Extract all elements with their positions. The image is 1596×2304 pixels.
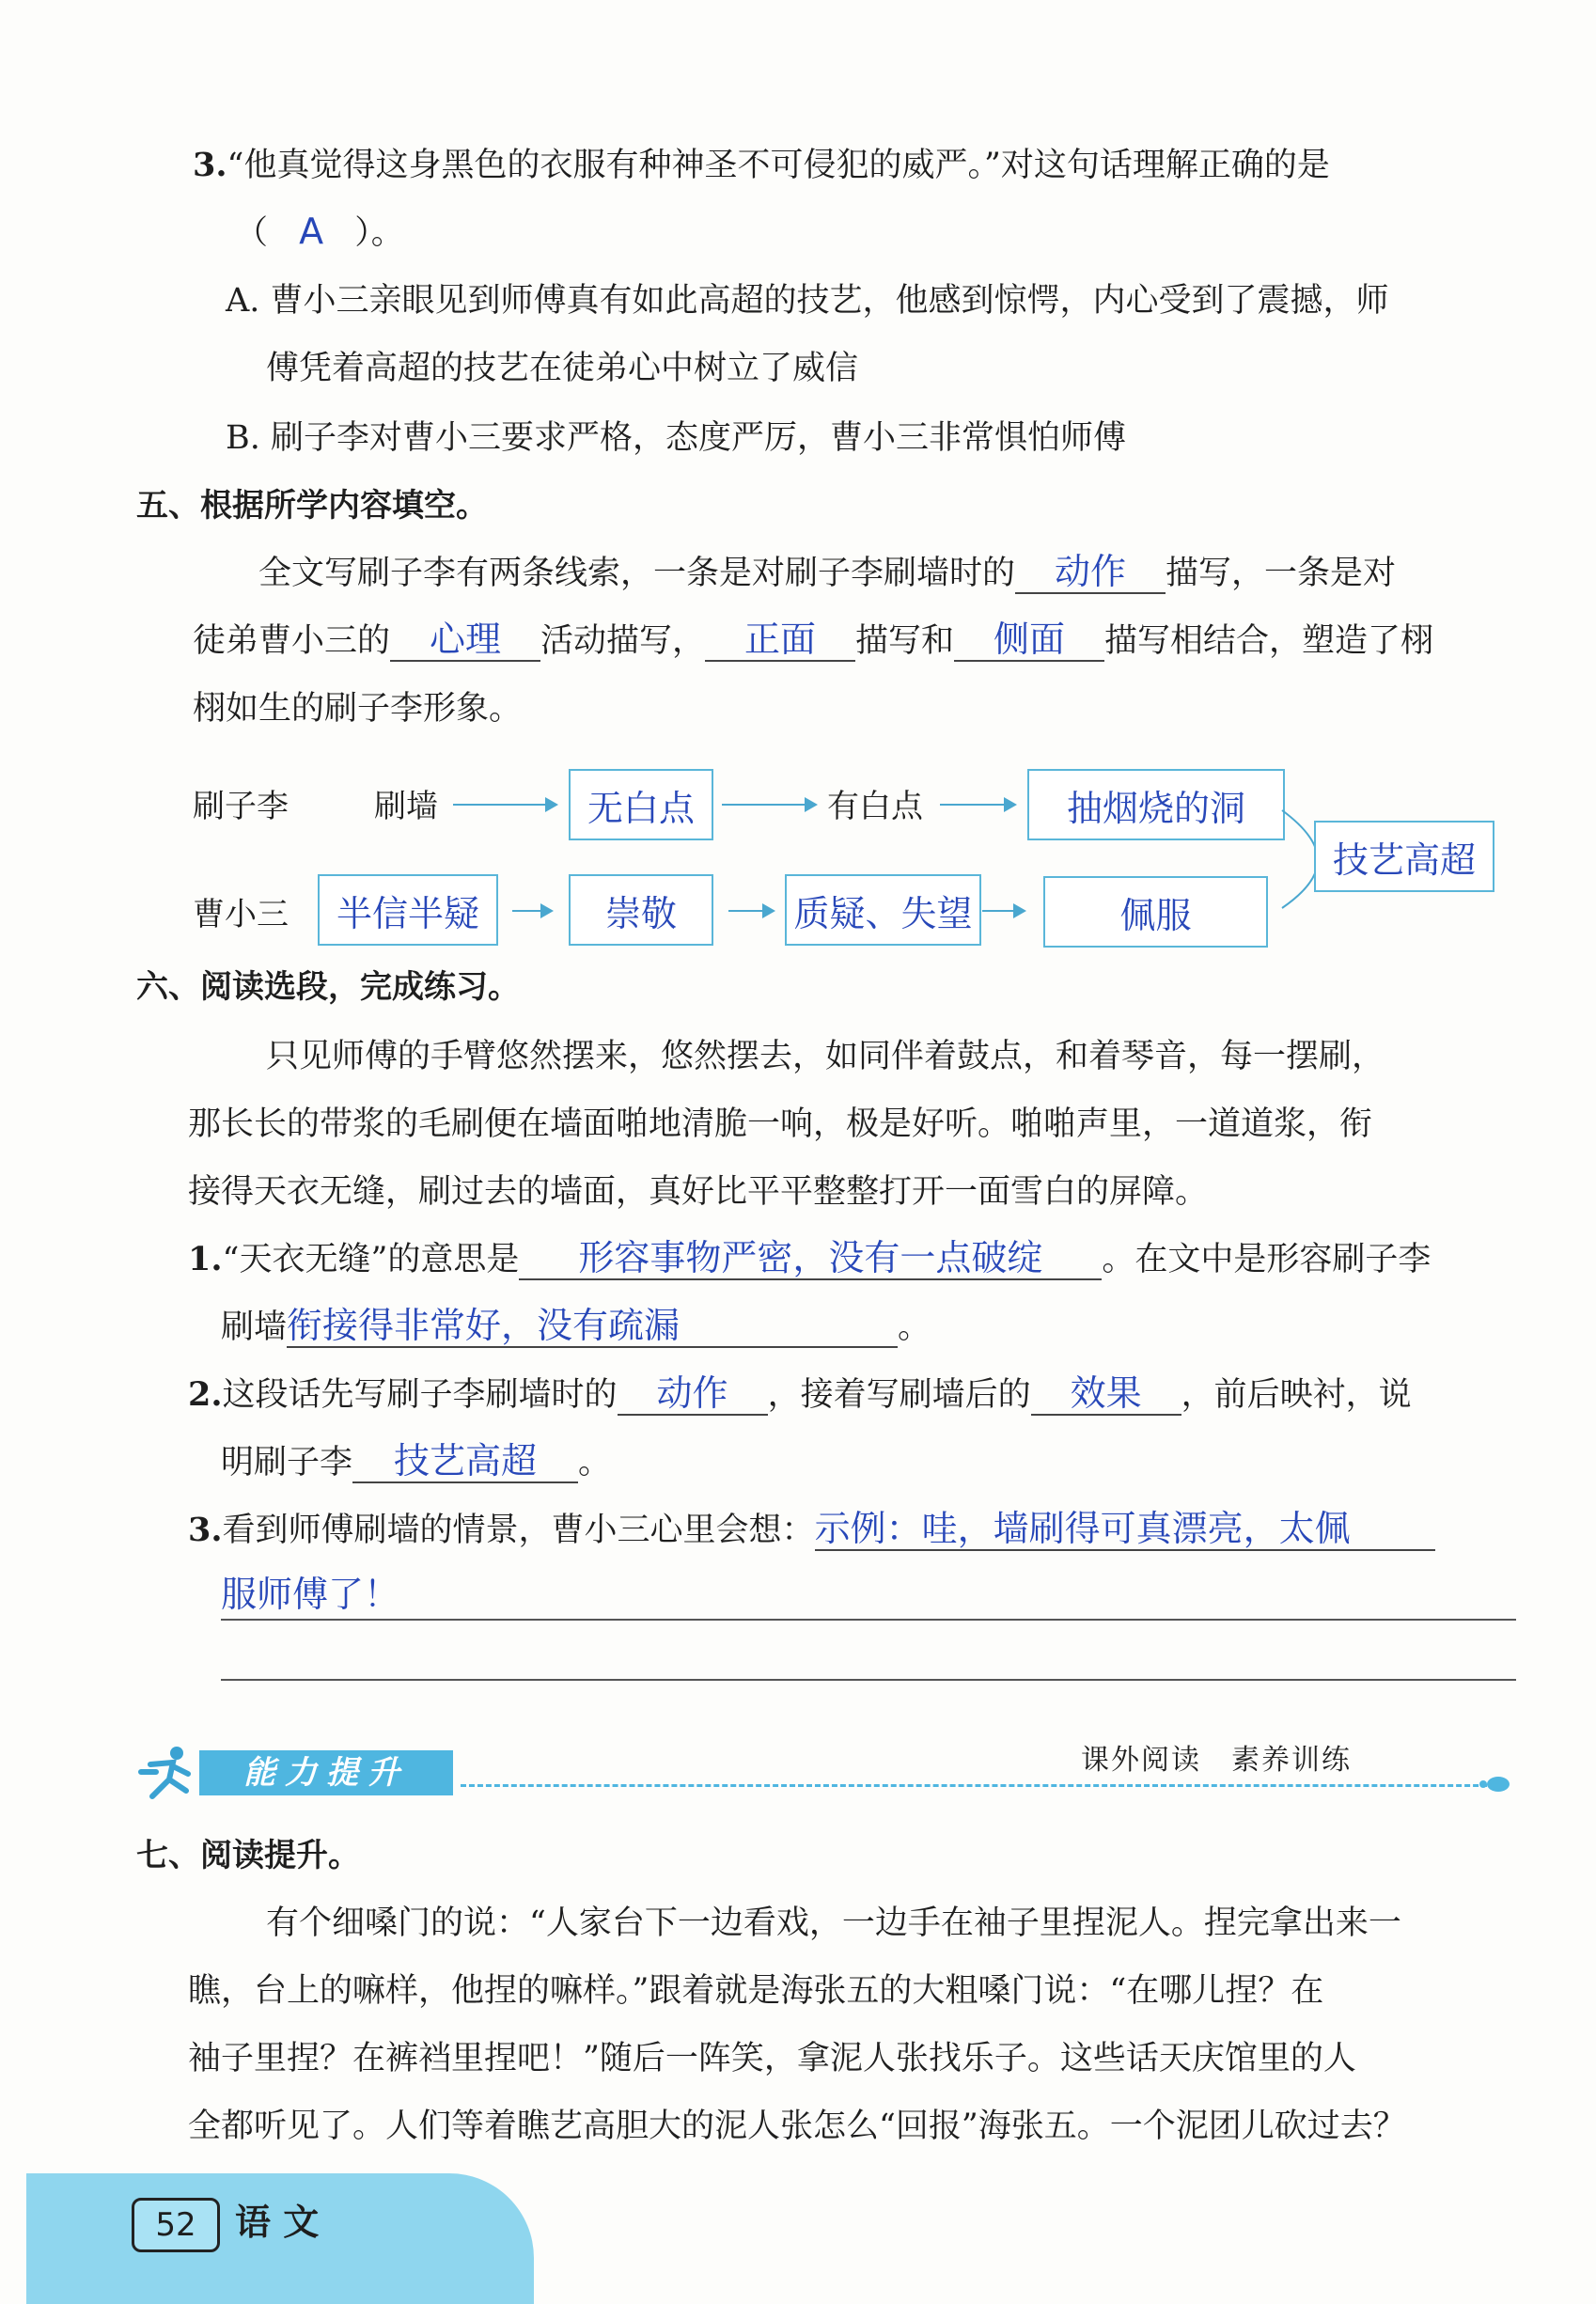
section7-title: 七、阅读提升。 — [136, 1837, 360, 1874]
s6-q2-text-d: 明刷子李 — [221, 1444, 353, 1481]
q3-answer-line — [235, 209, 404, 256]
section6-title: 六、阅读选段，完成练习。 — [136, 968, 520, 1006]
s6-q1-blank-2: 衔接得非常好，没有疏漏 — [287, 1305, 898, 1348]
s5-blank-2: 心理 — [390, 619, 540, 662]
section7-passage-1: 有个细嗓门的说：“人家台下一边看戏，一边手在袖子里捏泥人。捏完拿出来一 — [266, 1904, 1401, 1942]
q3-stem-line — [193, 143, 1330, 188]
s6-q1-line1 — [188, 1237, 1431, 1282]
subject-label: 语 文 — [235, 2202, 320, 2243]
s6-q1-text-c: 刷墙 — [221, 1309, 288, 1346]
s6-q2-text-b: ，接着写刷墙后的 — [767, 1376, 1031, 1414]
s5-text-b: 描写，一条是对 — [1166, 555, 1397, 592]
row2-label: 曹小三 — [193, 896, 289, 933]
section6-passage-1: 只见师傅的手臂悠然摆来，悠然摆去，如同伴着鼓点，和着琴音，每一摆刷， — [266, 1038, 1385, 1075]
arrow-2 — [722, 804, 816, 806]
arrow-1 — [453, 804, 556, 806]
s6-q3-rule-1 — [221, 1619, 1516, 1621]
box-admire: 佩服 — [1043, 876, 1268, 948]
s6-q2-text-c: ，前后映衬，说 — [1181, 1376, 1412, 1414]
box-burn-hole: 抽烟烧的洞 — [1027, 769, 1285, 840]
s6-q1-line2 — [221, 1305, 931, 1350]
s6-q2-text-e: 。 — [578, 1444, 612, 1481]
s5-text-a: 全文写刷子李有两条线索，一条是对刷子李刷墙时的 — [258, 555, 1016, 592]
banner-dashed-line — [461, 1784, 1504, 1787]
s6-q2-number: 2. — [188, 1375, 223, 1414]
s6-q3-answer-line1: 示例：哇，墙刷得可真漂亮，太佩 — [815, 1508, 1435, 1551]
s5-text-e: 描写和 — [855, 622, 955, 660]
section5-line1 — [258, 551, 1396, 596]
q3-option-a-line2: 傅凭着高超的技艺在徒弟心中树立了威信 — [266, 350, 859, 387]
s6-q2-text-a: 这段话先写刷子李刷墙时的 — [222, 1376, 618, 1414]
paren-close: ）。 — [354, 214, 404, 252]
s5-blank-1: 动作 — [1015, 551, 1166, 594]
s6-q1-blank-1: 形容事物严密，没有一点破绽 — [519, 1237, 1102, 1280]
s6-q1-text-b: 。在文中是形容刷子李 — [1102, 1241, 1432, 1278]
s5-blank-4: 侧面 — [954, 619, 1104, 662]
arrow-4 — [512, 910, 552, 912]
arrow-3 — [940, 804, 1015, 806]
arrow-5 — [728, 910, 774, 912]
paren-open: （ — [235, 214, 269, 252]
s6-q1-number: 1. — [188, 1240, 223, 1278]
s6-q2-blank-2: 效果 — [1031, 1372, 1181, 1416]
s6-q2-blank-3: 技艺高超 — [352, 1440, 578, 1483]
s6-q2-blank-1: 动作 — [618, 1372, 768, 1416]
row1-label: 刷子李 — [193, 788, 289, 825]
section7-passage-2: 瞧，台上的嘛样，他捏的嘛样。”跟着就是海张五的大粗嗓门说：“在哪儿捏？在 — [188, 1972, 1324, 2010]
section5-line3: 栩如生的刷子李形象。 — [193, 690, 523, 728]
q3-option-a-line1: A. 曹小三亲眼见到师傅真有如此高超的技艺，他感到惊愕，内心受到了震撼，师 — [226, 282, 1389, 320]
banner-subtitle: 课外阅读 素养训练 — [1072, 1744, 1361, 1778]
q3-number: 3. — [193, 146, 227, 184]
section6-passage-2: 那长长的带浆的毛刷便在墙面啪地清脆一响，极是好听。啪啪声里，一道道浆，衔 — [188, 1105, 1373, 1143]
s6-q3-rule-2 — [221, 1679, 1516, 1681]
arrow-6 — [982, 910, 1025, 912]
s6-q3-line1 — [188, 1508, 1435, 1553]
running-figure-icon — [132, 1744, 197, 1800]
page-number: 52 — [132, 2198, 220, 2252]
s6-q2-line2 — [221, 1440, 611, 1485]
s5-blank-3: 正面 — [705, 619, 855, 662]
s5-text-d: 活动描写， — [540, 622, 706, 660]
banner-end-icon — [1474, 1773, 1511, 1795]
section6-passage-3: 接得天衣无缝，刷过去的墙面，真好比平平整整打开一面雪白的屏障。 — [188, 1173, 1209, 1211]
s6-q2-line1 — [188, 1372, 1412, 1418]
section5-title: 五、根据所学内容填空。 — [136, 487, 488, 525]
box-half-belief: 半信半疑 — [318, 874, 498, 946]
s6-q1-text-d: 。 — [898, 1309, 931, 1346]
row1-action: 刷墙 — [374, 788, 438, 825]
s6-q3-answer-line2: 服师傅了！ — [221, 1574, 400, 1615]
box-superb-skill: 技艺高超 — [1314, 821, 1494, 892]
q3-answer: A — [299, 211, 324, 252]
section7-passage-3: 袖子里捏？在裤裆里捏吧！”随后一阵笑，拿泥人张找乐子。这些话天庆馆里的人 — [188, 2040, 1356, 2077]
box-doubt: 质疑、失望 — [785, 874, 981, 946]
section5-line2 — [193, 619, 1433, 664]
s6-q3-text-a: 看到师傅刷墙的情景，曹小三心里会想： — [222, 1512, 815, 1549]
s6-q1-text-a: “天衣无缝”的意思是 — [222, 1241, 520, 1278]
s6-q3-number: 3. — [188, 1511, 223, 1549]
section7-passage-4: 全都听见了。人们等着瞧艺高胆大的泥人张怎么“回报”海张五。一个泥团儿砍过去？ — [188, 2108, 1406, 2145]
s5-text-f: 描写相结合，塑造了栩 — [1104, 622, 1434, 660]
q3-option-b: B. 刷子李对曹小三要求严格，态度严厉，曹小三非常惧怕师傅 — [226, 419, 1126, 457]
q3-stem: “他真觉得这身黑色的衣服有种神圣不可侵犯的威严。”对这句话理解正确的是 — [227, 147, 1330, 184]
s5-text-c: 徒弟曹小三的 — [193, 622, 391, 660]
box-respect: 崇敬 — [569, 874, 713, 946]
mid-label: 有白点 — [827, 788, 923, 825]
box-no-white-spot: 无白点 — [569, 769, 713, 840]
banner-title: 能力提升 — [199, 1750, 453, 1795]
